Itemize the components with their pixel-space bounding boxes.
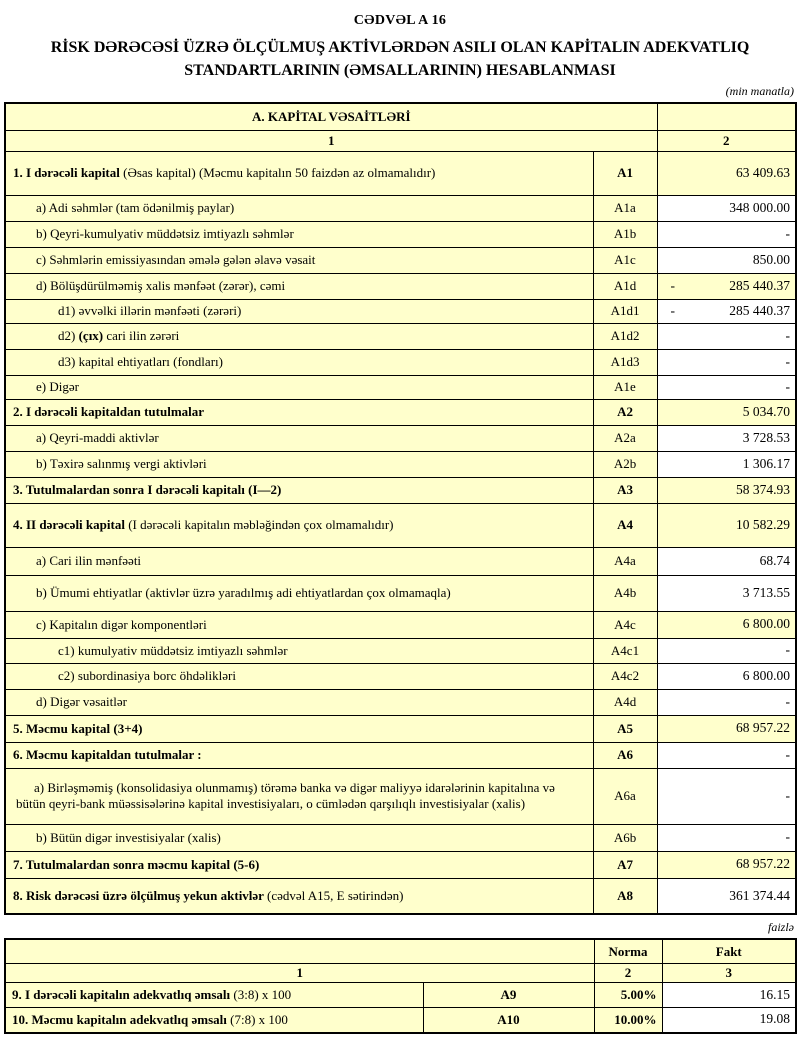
row-label-text: d1) əvvəlki illərin mənfəəti (zərəri) [58, 303, 242, 319]
row-label-cell [5, 547, 593, 575]
table-row [5, 663, 796, 689]
row-label-cell [5, 824, 593, 851]
row-code-cell: A4d [593, 689, 657, 715]
row-code-cell: A1b [593, 221, 657, 247]
row-label-text: a) Qeyri-maddi aktivlər [36, 430, 159, 446]
row-label-text-bold: 2. I dərəcəli kapitaldan tutulmalar [13, 404, 205, 420]
row-value-text: 6 800.00 [742, 616, 791, 632]
fakt-value-cell: 19.08 [662, 1008, 796, 1033]
row-label-cell [5, 425, 593, 451]
table-row [5, 273, 796, 299]
ratio-table-row [5, 983, 796, 1008]
row-label-text-bold: 4. II dərəcəli kapital [13, 517, 129, 533]
row-value-text: 285 440.37 [729, 302, 791, 318]
row-label-text: b) Təxirə salınmış vergi aktivləri [36, 456, 207, 472]
fakt-header-cell: Fakt [662, 939, 796, 963]
row-label-text-bold: 1. I dərəcəli kapital [13, 165, 124, 181]
row-value-text: - [785, 693, 791, 709]
table-row [5, 638, 796, 663]
row-label-text: b) Qeyri-kumulyativ müddətsiz imtiyazlı səhmlər [36, 226, 294, 242]
row-label-text: c) Kapitalın digər komponentləri [36, 616, 207, 632]
document-title-line2: STANDARTLARININ (ƏMSALLARININ) HESABLANMASI [184, 62, 616, 80]
row-label-text-bold: 3. Tutulmalardan sonra I dərəcəli kapitalı (I—2) [13, 482, 282, 498]
row-code-cell: A4c2 [593, 663, 657, 689]
document-title [0, 36, 800, 82]
row-label-cell [5, 1008, 423, 1033]
row-label-text: e) Digər [36, 379, 79, 395]
row-label-cell [5, 221, 593, 247]
row-value-text: - [785, 746, 791, 762]
row-label-cell [5, 715, 593, 742]
row-label-cell [5, 247, 593, 273]
table-row [5, 503, 796, 547]
row-value-cell [657, 663, 796, 689]
row-value-text: - [785, 829, 791, 845]
row-label-cell [5, 195, 593, 221]
row-label-text: (3:8) x 100 [233, 987, 292, 1002]
row-value-cell [657, 611, 796, 638]
row-code-cell: A1d1 [593, 299, 657, 323]
row-label-text: d3) kapital ehtiyatları (fondları) [58, 354, 223, 370]
ratio-column-index-row [5, 963, 796, 982]
row-label-cell [5, 851, 593, 878]
row-label-text: (I dərəcəli kapitalın məbləğindən çox olmamalıdır) [128, 517, 394, 533]
row-value-text: 63 409.63 [736, 164, 791, 180]
row-value-cell [657, 638, 796, 663]
row-value-cell [657, 768, 796, 824]
table-row [5, 715, 796, 742]
table-row [5, 151, 796, 195]
table-row [5, 299, 796, 323]
row-value-cell [657, 689, 796, 715]
table-row [5, 689, 796, 715]
row-label-cell [5, 349, 593, 375]
row-value-cell [657, 195, 796, 221]
row-label-cell [5, 151, 593, 195]
row-value-text: 285 440.37 [729, 277, 791, 293]
norma-value-cell: 10.00% [594, 1008, 662, 1033]
row-code-cell: A4a [593, 547, 657, 575]
table-row [5, 611, 796, 638]
row-code-cell: A2b [593, 451, 657, 477]
section-header-cell: A. KAPİTAL VƏSAİTLƏRİ [5, 103, 657, 130]
table-row [5, 349, 796, 375]
row-code-cell: A4c [593, 611, 657, 638]
row-value-text: - [785, 642, 791, 658]
row-label-text: (Əsas kapital) (Məcmu kapitalın 50 faizdən az olmamalıdır) [123, 165, 436, 181]
row-label-cell [5, 451, 593, 477]
row-label-cell [5, 375, 593, 399]
table-row [5, 399, 796, 425]
row-value-cell [657, 221, 796, 247]
row-value-text: 68 957.22 [736, 856, 791, 872]
row-value-text: 1 306.17 [742, 455, 791, 471]
row-value-cell [657, 425, 796, 451]
row-value-text: 348 000.00 [729, 199, 791, 215]
row-value-cell [657, 151, 796, 195]
row-code-cell: A1d3 [593, 349, 657, 375]
row-label-cell [5, 638, 593, 663]
row-code-cell: A6 [593, 742, 657, 768]
ratio-index-fakt-cell: 3 [662, 963, 796, 982]
row-value-cell [657, 742, 796, 768]
row-label-cell [5, 575, 593, 611]
row-value-text: - [785, 787, 791, 803]
row-value-text: 68.74 [759, 552, 791, 568]
row-label-text: d) Bölüşdürülməmiş xalis mənfəət (zərər), cəmi [36, 278, 286, 294]
row-value-text: - [785, 327, 791, 343]
table-row [5, 221, 796, 247]
table-row [5, 742, 796, 768]
ratio-table-row [5, 1008, 796, 1033]
row-value-text: 10 582.29 [736, 516, 791, 532]
minus-sign: - [670, 302, 676, 318]
row-label-text: d) Digər vəsaitlər [36, 694, 127, 710]
row-value-cell [657, 575, 796, 611]
row-label-text-bold: 10. Məcmu kapitalın adekvatlıq əmsalı [12, 1011, 231, 1027]
row-code-cell: A1d [593, 273, 657, 299]
row-code-cell: A5 [593, 715, 657, 742]
row-code-cell: A2 [593, 399, 657, 425]
row-code-cell: A1d2 [593, 323, 657, 349]
table-row [5, 375, 796, 399]
row-label-text: c) Səhmlərin emissiyasından əmələ gələn əlavə vəsait [36, 252, 316, 268]
row-code-cell: A1e [593, 375, 657, 399]
row-label-text: (7:8) x 100 [230, 1011, 288, 1027]
adequacy-ratio-table [4, 938, 797, 1033]
row-value-cell [657, 273, 796, 299]
capital-funds-table [4, 102, 797, 915]
row-code-cell: A1c [593, 247, 657, 273]
row-value-text: - [785, 353, 791, 369]
ratio-index-left-cell: 1 [5, 963, 594, 982]
ratio-index-norma-cell: 2 [594, 963, 662, 982]
row-label-text: c1) kumulyativ müddətsiz imtiyazlı səhmlər [58, 642, 288, 658]
row-code-cell: A1a [593, 195, 657, 221]
row-value-text: 6 800.00 [742, 667, 791, 683]
row-label-cell [5, 477, 593, 503]
row-code-cell: A4 [593, 503, 657, 547]
row-label-cell [5, 663, 593, 689]
row-label-cell [5, 299, 593, 323]
row-value-text: 58 374.93 [736, 481, 791, 497]
section-header-row [5, 103, 796, 130]
row-value-text: 68 957.22 [736, 720, 791, 736]
row-label-cell [5, 273, 593, 299]
table-row [5, 768, 796, 824]
row-label-cell [5, 503, 593, 547]
row-value-cell [657, 349, 796, 375]
column-index-value-cell: 2 [657, 130, 796, 151]
row-label-cell [5, 878, 593, 914]
table-label: CƏDVƏL A 16 [353, 13, 447, 28]
row-code-cell: A3 [593, 477, 657, 503]
row-label-cell [5, 611, 593, 638]
row-value-cell [657, 547, 796, 575]
section-header-empty-cell [657, 103, 796, 130]
row-value-text: 3 713.55 [742, 584, 791, 600]
row-code-cell: A7 [593, 851, 657, 878]
negative-value [662, 303, 791, 320]
row-value-cell [657, 715, 796, 742]
table-row [5, 477, 796, 503]
norma-header-cell: Norma [594, 939, 662, 963]
row-label-cell [5, 983, 423, 1008]
row-label-text-bold: 7. Tutulmalardan sonra məcmu kapital (5-6) [13, 856, 260, 872]
table-row [5, 323, 796, 349]
row-value-cell [657, 375, 796, 399]
row-code-cell: A4b [593, 575, 657, 611]
percent-note: faizlə [768, 920, 794, 935]
ratio-header-row [5, 939, 796, 963]
document-title-line1: RİSK DƏRƏCƏSİ ÜZRƏ ÖLÇÜLMUŞ AKTİVLƏRDƏN ASILI OLAN KAPİTALIN ADEKVATLIQ [50, 39, 750, 56]
row-value-text: 850.00 [752, 251, 791, 267]
row-label-text: cari ilin zərəri [103, 328, 180, 344]
row-code-cell: A4c1 [593, 638, 657, 663]
row-code-cell: A6a [593, 768, 657, 824]
row-label-text: b) Bütün digər investisiyalar (xalis) [36, 829, 221, 845]
row-value-cell [657, 399, 796, 425]
ratio-header-empty-cell [5, 939, 594, 963]
row-code-cell: A9 [423, 983, 594, 1008]
row-value-cell [657, 503, 796, 547]
row-label-text: c2) subordinasiya borc öhdəlikləri [58, 668, 236, 684]
row-code-cell: A6b [593, 824, 657, 851]
row-label-cell [5, 323, 593, 349]
fakt-value-cell: 16.15 [662, 983, 796, 1008]
column-index-row [5, 130, 796, 151]
table-row [5, 878, 796, 914]
unit-note: (min manatla) [725, 84, 794, 99]
row-value-cell [657, 878, 796, 914]
document-header [0, 0, 800, 99]
row-code-cell: A2a [593, 425, 657, 451]
row-label-cell [5, 742, 593, 768]
row-label-text: b) Ümumi ehtiyatlar (aktivlər üzrə yaradılmış adi ehtiyatlardan çox olmamaqla) [36, 585, 451, 601]
row-label-text: a) Cari ilin mənfəəti [36, 553, 142, 569]
row-value-cell [657, 299, 796, 323]
row-value-cell [657, 323, 796, 349]
row-label-text-bold: 8. Risk dərəcəsi üzrə ölçülmuş yekun aktivlər [13, 888, 267, 903]
row-label-text-bold: 9. I dərəcəli kapitalın adekvatlıq əmsalı [12, 987, 234, 1002]
table-row [5, 247, 796, 273]
row-value-text: - [785, 378, 791, 394]
row-label-text-bold: 5. Məcmu kapital (3+4) [13, 720, 143, 736]
table-row [5, 195, 796, 221]
row-label-text-bold: (çıx) [78, 328, 104, 344]
row-label-text: (cədvəl A15, E sətirindən) [266, 888, 404, 903]
row-value-cell [657, 477, 796, 503]
row-value-cell [657, 851, 796, 878]
table-row [5, 425, 796, 451]
row-value-text: - [785, 225, 791, 241]
row-label-text: d2) [58, 328, 79, 344]
norma-value-cell: 5.00% [594, 983, 662, 1008]
table-row [5, 547, 796, 575]
table-row [5, 824, 796, 851]
column-index-left-cell: 1 [5, 130, 657, 151]
row-code-cell: A1 [593, 151, 657, 195]
row-label-text-bold: 6. Məcmu kapitaldan tutulmalar : [13, 747, 202, 763]
row-value-text: 3 728.53 [742, 429, 791, 445]
table-row [5, 575, 796, 611]
row-value-text: 361 374.44 [729, 887, 791, 903]
row-label-text: a) Adi səhmlər (tam ödənilmiş paylar) [36, 200, 235, 216]
row-code-cell: A10 [423, 1008, 594, 1033]
row-label-cell [5, 399, 593, 425]
row-value-text: 5 034.70 [742, 403, 791, 419]
row-value-cell [657, 247, 796, 273]
negative-value [662, 278, 791, 295]
row-label-cell [5, 689, 593, 715]
row-value-cell [657, 824, 796, 851]
row-label-text: a) Birləşməmiş (konsolidasiya olunmamış) törəmə banka və digər maliyyə idarələrinin kapitalına və bütün qeyri-bank müəssisələrinə kapital investisiyaları, o cümlədən qarşılıqlı investisiyalar (xalis) [16, 780, 555, 812]
row-value-cell [657, 451, 796, 477]
table-row [5, 451, 796, 477]
row-label-cell [5, 768, 593, 824]
minus-sign: - [670, 277, 676, 293]
table-row [5, 851, 796, 878]
row-code-cell: A8 [593, 878, 657, 914]
